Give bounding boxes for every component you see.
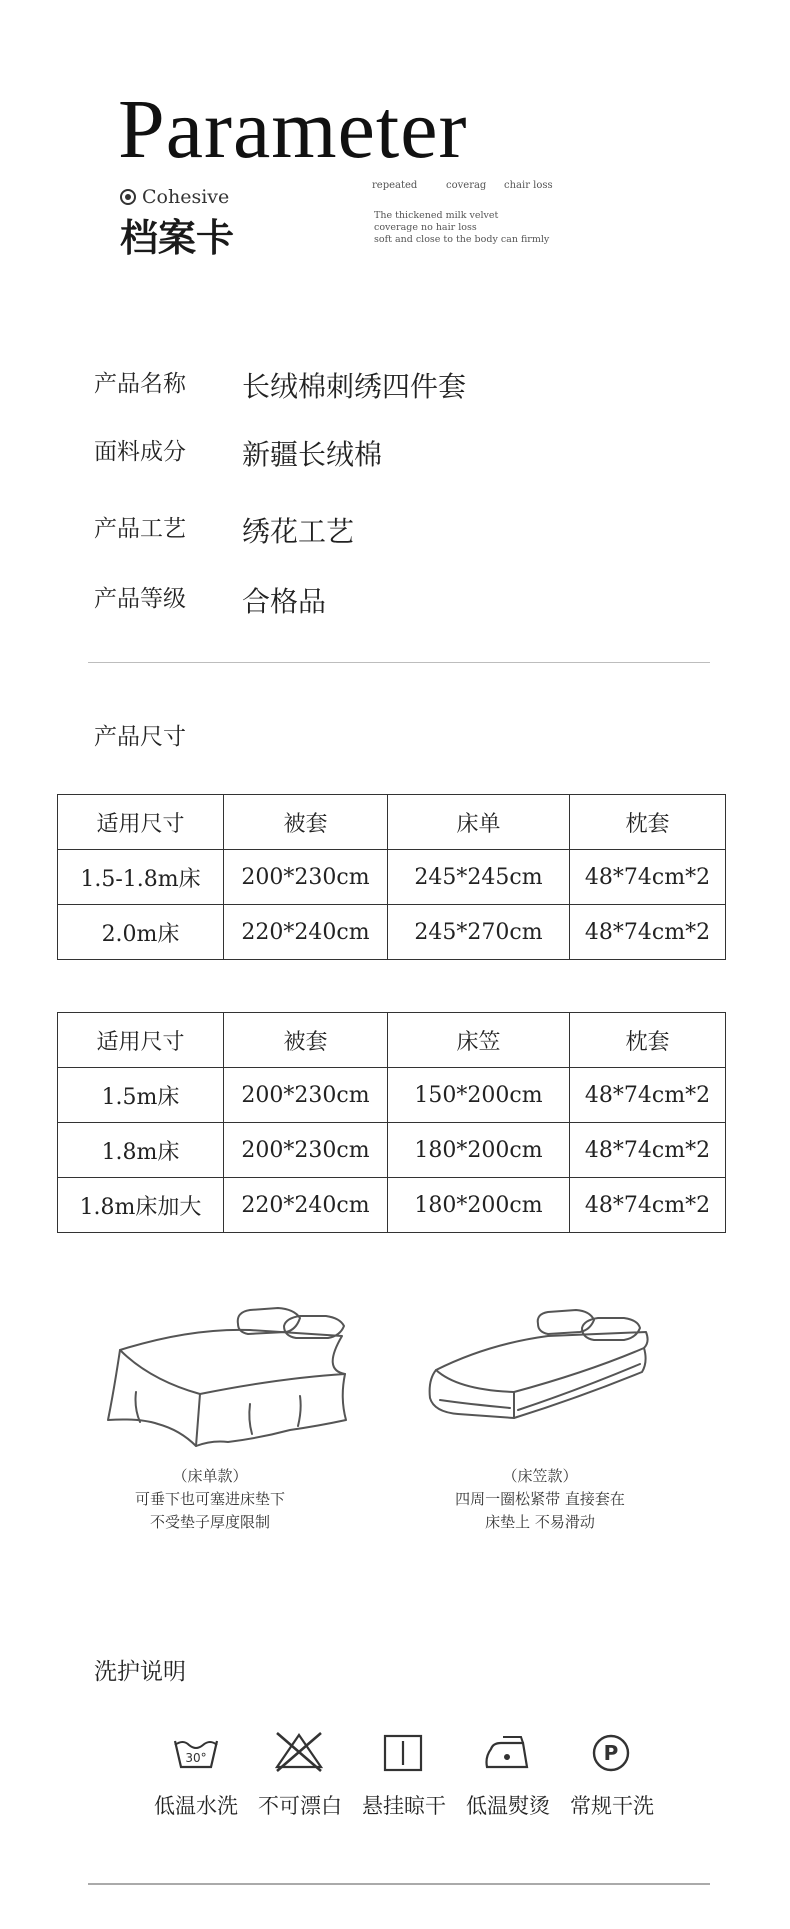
param-value: 合格品 xyxy=(242,585,327,618)
param-row-name xyxy=(94,365,466,405)
table-cell: 220*240cm xyxy=(224,1178,388,1233)
table-cell: 1.5-1.8m床 xyxy=(58,850,224,905)
no-bleach-icon xyxy=(269,1728,329,1774)
table-cell: 48*74cm*2 xyxy=(570,1068,726,1123)
sheet-style-desc: 不受垫子厚度限制 xyxy=(149,1513,270,1531)
table-cell: 48*74cm*2 xyxy=(570,1178,726,1233)
tagline-1: repeated xyxy=(372,180,418,191)
brand-label xyxy=(120,186,229,208)
table-header-row xyxy=(58,1013,726,1068)
table-row xyxy=(58,850,726,905)
svg-text:P: P xyxy=(603,1741,619,1765)
table-row xyxy=(58,1178,726,1233)
table-cell: 1.5m床 xyxy=(58,1068,224,1123)
table-cell: 220*240cm xyxy=(224,905,388,960)
table-cell: 245*245cm xyxy=(388,850,570,905)
param-row-grade xyxy=(94,580,326,620)
table-header: 适用尺寸 xyxy=(58,1013,224,1068)
care-section-title: 洗护说明 xyxy=(94,1659,186,1685)
table-cell: 48*74cm*2 xyxy=(570,905,726,960)
fitted-style-desc: 床垫上 不易滑动 xyxy=(485,1513,595,1531)
page-subtitle: 档案卡 xyxy=(120,216,235,260)
brand-name: Cohesive xyxy=(142,186,230,208)
param-value: 新疆长绒棉 xyxy=(242,438,383,471)
param-key: 产品等级 xyxy=(94,586,186,612)
care-label-dry-clean: 常规干洗 xyxy=(570,1794,654,1818)
table-cell: 180*200cm xyxy=(388,1123,570,1178)
size-section-title: 产品尺寸 xyxy=(94,724,186,750)
page-title: Parameter xyxy=(118,83,468,176)
param-value: 长绒棉刺绣四件套 xyxy=(242,370,467,403)
table-header: 床笠 xyxy=(388,1013,570,1068)
desc-line: coverage no hair loss xyxy=(374,222,477,233)
table-cell: 1.8m床 xyxy=(58,1123,224,1178)
table-cell: 2.0m床 xyxy=(58,905,224,960)
fitted-sheet-bed-illustration xyxy=(418,1300,658,1450)
table-row xyxy=(58,905,726,960)
table-cell: 180*200cm xyxy=(388,1178,570,1233)
tagline-2: coverag xyxy=(446,180,487,191)
table-header: 被套 xyxy=(224,795,388,850)
table-header-row xyxy=(58,795,726,850)
low-iron-icon xyxy=(477,1730,537,1776)
tagline-3: chair loss xyxy=(504,180,553,191)
table-cell: 200*230cm xyxy=(224,850,388,905)
care-label-iron: 低温熨烫 xyxy=(466,1794,550,1818)
table-cell: 245*270cm xyxy=(388,905,570,960)
table-header: 床单 xyxy=(388,795,570,850)
table-header: 适用尺寸 xyxy=(58,795,224,850)
flat-sheet-bed-illustration xyxy=(100,1300,360,1450)
param-key: 产品工艺 xyxy=(94,516,186,542)
header-description xyxy=(374,210,549,246)
table-cell: 150*200cm xyxy=(388,1068,570,1123)
sheet-style-name: （床单款） xyxy=(172,1467,248,1485)
bottom-divider xyxy=(88,1883,710,1885)
size-table-sheet xyxy=(57,794,726,960)
fitted-style-caption xyxy=(420,1465,660,1534)
size-table-fitted xyxy=(57,1012,726,1233)
param-row-fabric xyxy=(94,433,382,473)
sheet-style-caption xyxy=(80,1465,340,1534)
param-row-craft xyxy=(94,510,354,550)
care-label-no-bleach: 不可漂白 xyxy=(258,1794,342,1818)
desc-line: The thickened milk velvet xyxy=(374,210,499,221)
care-label-wash: 低温水洗 xyxy=(154,1794,238,1818)
table-header: 枕套 xyxy=(570,795,726,850)
table-cell: 200*230cm xyxy=(224,1123,388,1178)
wash-30-icon xyxy=(166,1730,226,1776)
table-header: 枕套 xyxy=(570,1013,726,1068)
sheet-style-desc: 可垂下也可塞进床垫下 xyxy=(134,1490,285,1508)
param-key: 产品名称 xyxy=(94,371,186,397)
fitted-style-name: （床笠款） xyxy=(502,1467,578,1485)
param-value: 绣花工艺 xyxy=(242,515,355,548)
fitted-style-desc: 四周一圈松紧带 直接套在 xyxy=(455,1490,625,1508)
table-cell: 200*230cm xyxy=(224,1068,388,1123)
table-cell: 48*74cm*2 xyxy=(570,1123,726,1178)
care-label-hang-dry: 悬挂晾干 xyxy=(362,1794,446,1818)
hang-dry-icon xyxy=(373,1730,433,1776)
divider xyxy=(88,662,710,663)
table-cell: 48*74cm*2 xyxy=(570,850,726,905)
table-header: 被套 xyxy=(224,1013,388,1068)
table-row xyxy=(58,1123,726,1178)
table-cell: 1.8m床加大 xyxy=(58,1178,224,1233)
dry-clean-p-icon xyxy=(581,1730,641,1776)
brand-logo-icon xyxy=(120,189,136,205)
svg-text:30°: 30° xyxy=(185,1751,207,1765)
param-key: 面料成分 xyxy=(94,439,186,465)
table-row xyxy=(58,1068,726,1123)
desc-line: soft and close to the body can firmly xyxy=(374,234,550,245)
